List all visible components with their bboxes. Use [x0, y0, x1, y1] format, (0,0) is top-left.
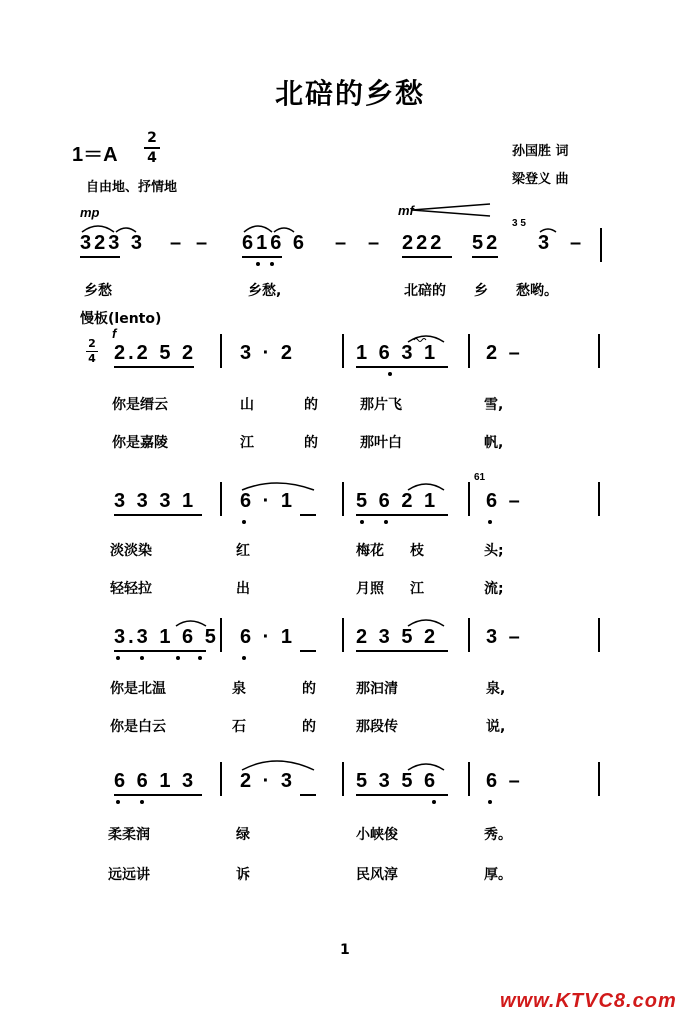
lyric: 厚。 — [484, 867, 512, 883]
section-time-bottom: 4 — [88, 352, 96, 365]
line3-measure3: 2 3 5 2 — [356, 626, 439, 648]
slur — [242, 483, 314, 490]
line1-measure3: 1 6 3 1 — [356, 342, 439, 364]
lyric: 轻轻拉 — [110, 581, 152, 597]
lyric: 远远讲 — [108, 867, 150, 883]
line1-measure2: 3 · 2 — [240, 342, 296, 364]
intro-notes-2: 616 6 — [242, 232, 308, 254]
lyric: 帆, — [484, 435, 504, 451]
time-sig-bottom: 4 — [147, 150, 157, 166]
tempo-marking: 自由地、抒情地 — [86, 180, 178, 195]
section-time-top: 2 — [88, 337, 96, 350]
lyric: 月照 — [356, 581, 384, 597]
slur — [82, 226, 114, 232]
lyric: 你是北温 — [110, 681, 166, 697]
slur — [244, 226, 272, 232]
dynamic-f: f — [112, 326, 117, 341]
line3-measure1: 3.3 1 6 5 — [114, 626, 219, 648]
lyric: 梅花 — [356, 543, 384, 559]
lyric: 雪, — [484, 397, 504, 413]
composer-credit: 梁登义 曲 — [512, 172, 569, 187]
watermark-link[interactable]: www.KTVC8.com — [500, 990, 677, 1012]
intro-dash-2: – — [196, 232, 211, 254]
lyric: 枝 — [410, 543, 424, 559]
intro-dash-4: – — [368, 232, 383, 254]
lyric: 的 — [302, 681, 316, 697]
dynamic-mp: mp — [80, 205, 100, 220]
intro-lyric-2: 乡愁, — [248, 283, 282, 299]
lyric: 那叶白 — [360, 435, 402, 451]
intro-lyric-5: 愁哟。 — [516, 283, 558, 299]
lyric: 江 — [240, 435, 254, 451]
lyric: 的 — [302, 719, 316, 735]
lyric: 诉 — [236, 867, 250, 883]
intro-dash-1: – — [170, 232, 185, 254]
line2-measure1: 3 3 3 1 — [114, 490, 197, 512]
lyric: 那段传 — [356, 719, 398, 735]
slur — [274, 228, 294, 232]
slur — [242, 761, 314, 770]
page-number: 1 — [340, 942, 350, 958]
page-title: 北碚的乡愁 — [274, 77, 425, 110]
intro-notes-4: 52 — [472, 232, 501, 254]
decrescendo-hairpin — [412, 204, 490, 216]
line3-measure2: 6 · 1 — [240, 626, 296, 648]
lyric: 说, — [486, 719, 506, 735]
lyric: 你是嘉陵 — [112, 435, 168, 451]
line2-measure3: 5 6 2 1 — [356, 490, 439, 512]
line1-measure1: 2.2 5 2 — [114, 342, 197, 364]
lyric: 泉, — [486, 681, 506, 697]
intro-lyric-4: 乡 — [474, 283, 488, 299]
intro-dash-5: – — [570, 232, 585, 254]
lyric: 的 — [304, 435, 318, 451]
lyric: 红 — [236, 543, 250, 559]
lyric: 石 — [232, 719, 246, 735]
line2-measure4: 6 – — [486, 490, 523, 512]
slur — [408, 620, 444, 626]
intro-notes-5: 3 — [538, 232, 553, 254]
line2-grace-notes: 61 — [474, 472, 486, 483]
slur — [408, 484, 444, 490]
line2-measure2: 6 · 1 — [240, 490, 296, 512]
lyric: 泉 — [232, 681, 246, 697]
lyric: 流; — [484, 581, 504, 597]
lyric: 小峡俊 — [356, 827, 398, 843]
lyric: 淡淡染 — [110, 543, 152, 559]
lyric: 绿 — [236, 827, 250, 843]
intro-notes-1: 323 3 — [80, 232, 146, 254]
trill-mark — [414, 339, 426, 342]
lyric: 你是缙云 — [112, 397, 168, 413]
section-tempo: 慢板(lento) — [80, 311, 162, 327]
dynamic-mf: mf — [398, 203, 414, 218]
lyric: 秀。 — [484, 827, 512, 843]
slur — [116, 228, 136, 232]
lyric: 那汩清 — [356, 681, 398, 697]
lyric: 你是白云 — [110, 719, 166, 735]
lyric: 出 — [236, 581, 250, 597]
line4-measure3: 5 3 5 6 — [356, 770, 439, 792]
slur — [408, 336, 444, 342]
lyric: 头; — [484, 543, 504, 559]
lyric: 江 — [410, 581, 424, 597]
line3-measure4: 3 – — [486, 626, 523, 648]
lyric: 山 — [240, 397, 254, 413]
line4-measure4: 6 – — [486, 770, 523, 792]
lyricist-credit: 孙国胜 词 — [512, 144, 569, 159]
line1-measure4: 2 – — [486, 342, 523, 364]
lyric: 那片飞 — [360, 397, 402, 413]
intro-lyric-3: 北碚的 — [404, 283, 446, 299]
lyric: 柔柔润 — [108, 827, 150, 843]
lyric: 民风淳 — [356, 867, 398, 883]
intro-grace-notes: 3 5 — [512, 218, 526, 229]
intro-dash-3: – — [335, 232, 350, 254]
lyric: 的 — [304, 397, 318, 413]
intro-lyric-1: 乡愁 — [84, 283, 112, 299]
time-sig-top: 2 — [147, 130, 157, 146]
slur — [408, 764, 444, 770]
line4-measure2: 2 · 3 — [240, 770, 296, 792]
line4-measure1: 6 6 1 3 — [114, 770, 197, 792]
slur — [176, 621, 206, 626]
intro-notes-3: 222 — [402, 232, 445, 254]
slur — [540, 229, 556, 232]
key-signature: 1＝A — [72, 144, 118, 166]
